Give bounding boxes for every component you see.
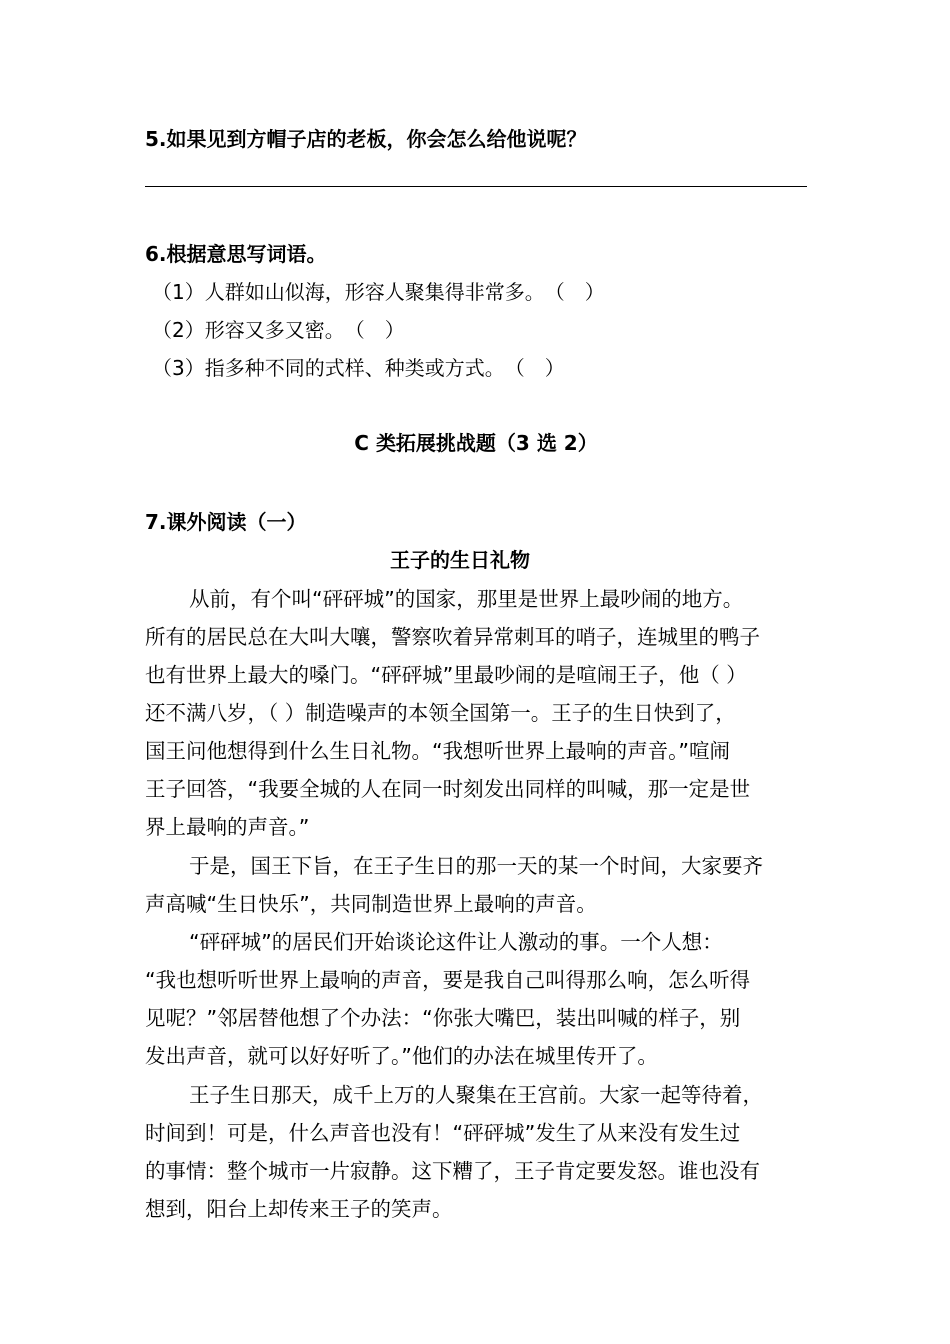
question-7-title: 7.课外阅读（一） (145, 510, 307, 534)
paragraph-line: 于是，国王下旨，在王子生日的那一天的某一个时间，大家要齐 (189, 854, 763, 878)
paragraph-line: “我也想听听世界上最响的声音，要是我自己叫得那么响，怎么听得 (145, 968, 751, 992)
question-6-item-1: （1）人群如山似海，形容人聚集得非常多。 （ ） (152, 280, 605, 304)
answer-line[interactable] (145, 186, 807, 187)
paragraph-line: 想到，阳台上却传来王子的笑声。 (145, 1197, 453, 1221)
paragraph-line: 见呢？”邻居替他想了个办法：“你张大嘴巴，装出叫喊的样子，别 (145, 1006, 741, 1030)
paragraph-line: 声高喊“生日快乐”，共同制造世界上最响的声音。 (145, 892, 597, 916)
story-title: 王子的生日礼物 (390, 548, 530, 572)
question-6-item-2: （2）形容又多又密。 （ ） (152, 318, 405, 342)
paragraph-line: 界上最响的声音。” (145, 815, 310, 839)
question-5-title: 5.如果见到方帽子店的老板，你会怎么给他说呢？ (145, 127, 587, 151)
paragraph-line: 也有世界上最大的嗓门。“砰砰城”里最吵闹的是喧闹王子，他（ ） (145, 663, 747, 687)
section-title: C 类拓展挑战题（3 选 2） (354, 431, 598, 455)
paragraph-line: 的事情：整个城市一片寂静。这下糟了，王子肯定要发怒。谁也没有 (145, 1159, 760, 1183)
paragraph-line: 所有的居民总在大叫大嚷，警察吹着异常刺耳的哨子，连城里的鸭子 (145, 625, 760, 649)
paragraph-line: 发出声音，就可以好好听了。”他们的办法在城里传开了。 (145, 1044, 658, 1068)
paragraph-line: 王子生日那天，成千上万的人聚集在王宫前。大家一起等待着， (189, 1083, 763, 1107)
paragraph-line: 从前，有个叫“砰砰城”的国家，那里是世界上最吵闹的地方。 (189, 587, 744, 611)
question-6-item-3: （3）指多种不同的式样、种类或方式。 （ ） (152, 356, 565, 380)
paragraph-line: 时间到！可是，什么声音也没有！“砰砰城”发生了从来没有发生过 (145, 1121, 741, 1145)
paragraph-line: 还不满八岁，（ ）制造噪声的本领全国第一。王子的生日快到了， (145, 701, 736, 725)
paragraph-line: 国王问他想得到什么生日礼物。“我想听世界上最响的声音。”喧闹 (145, 739, 730, 763)
question-6-title: 6.根据意思写词语。 (145, 242, 327, 266)
paragraph-line: 王子回答，“我要全城的人在同一时刻发出同样的叫喊，那一定是世 (145, 777, 751, 801)
paragraph-line: “砰砰城”的居民们开始谈论这件让人激动的事。一个人想： (189, 930, 723, 954)
